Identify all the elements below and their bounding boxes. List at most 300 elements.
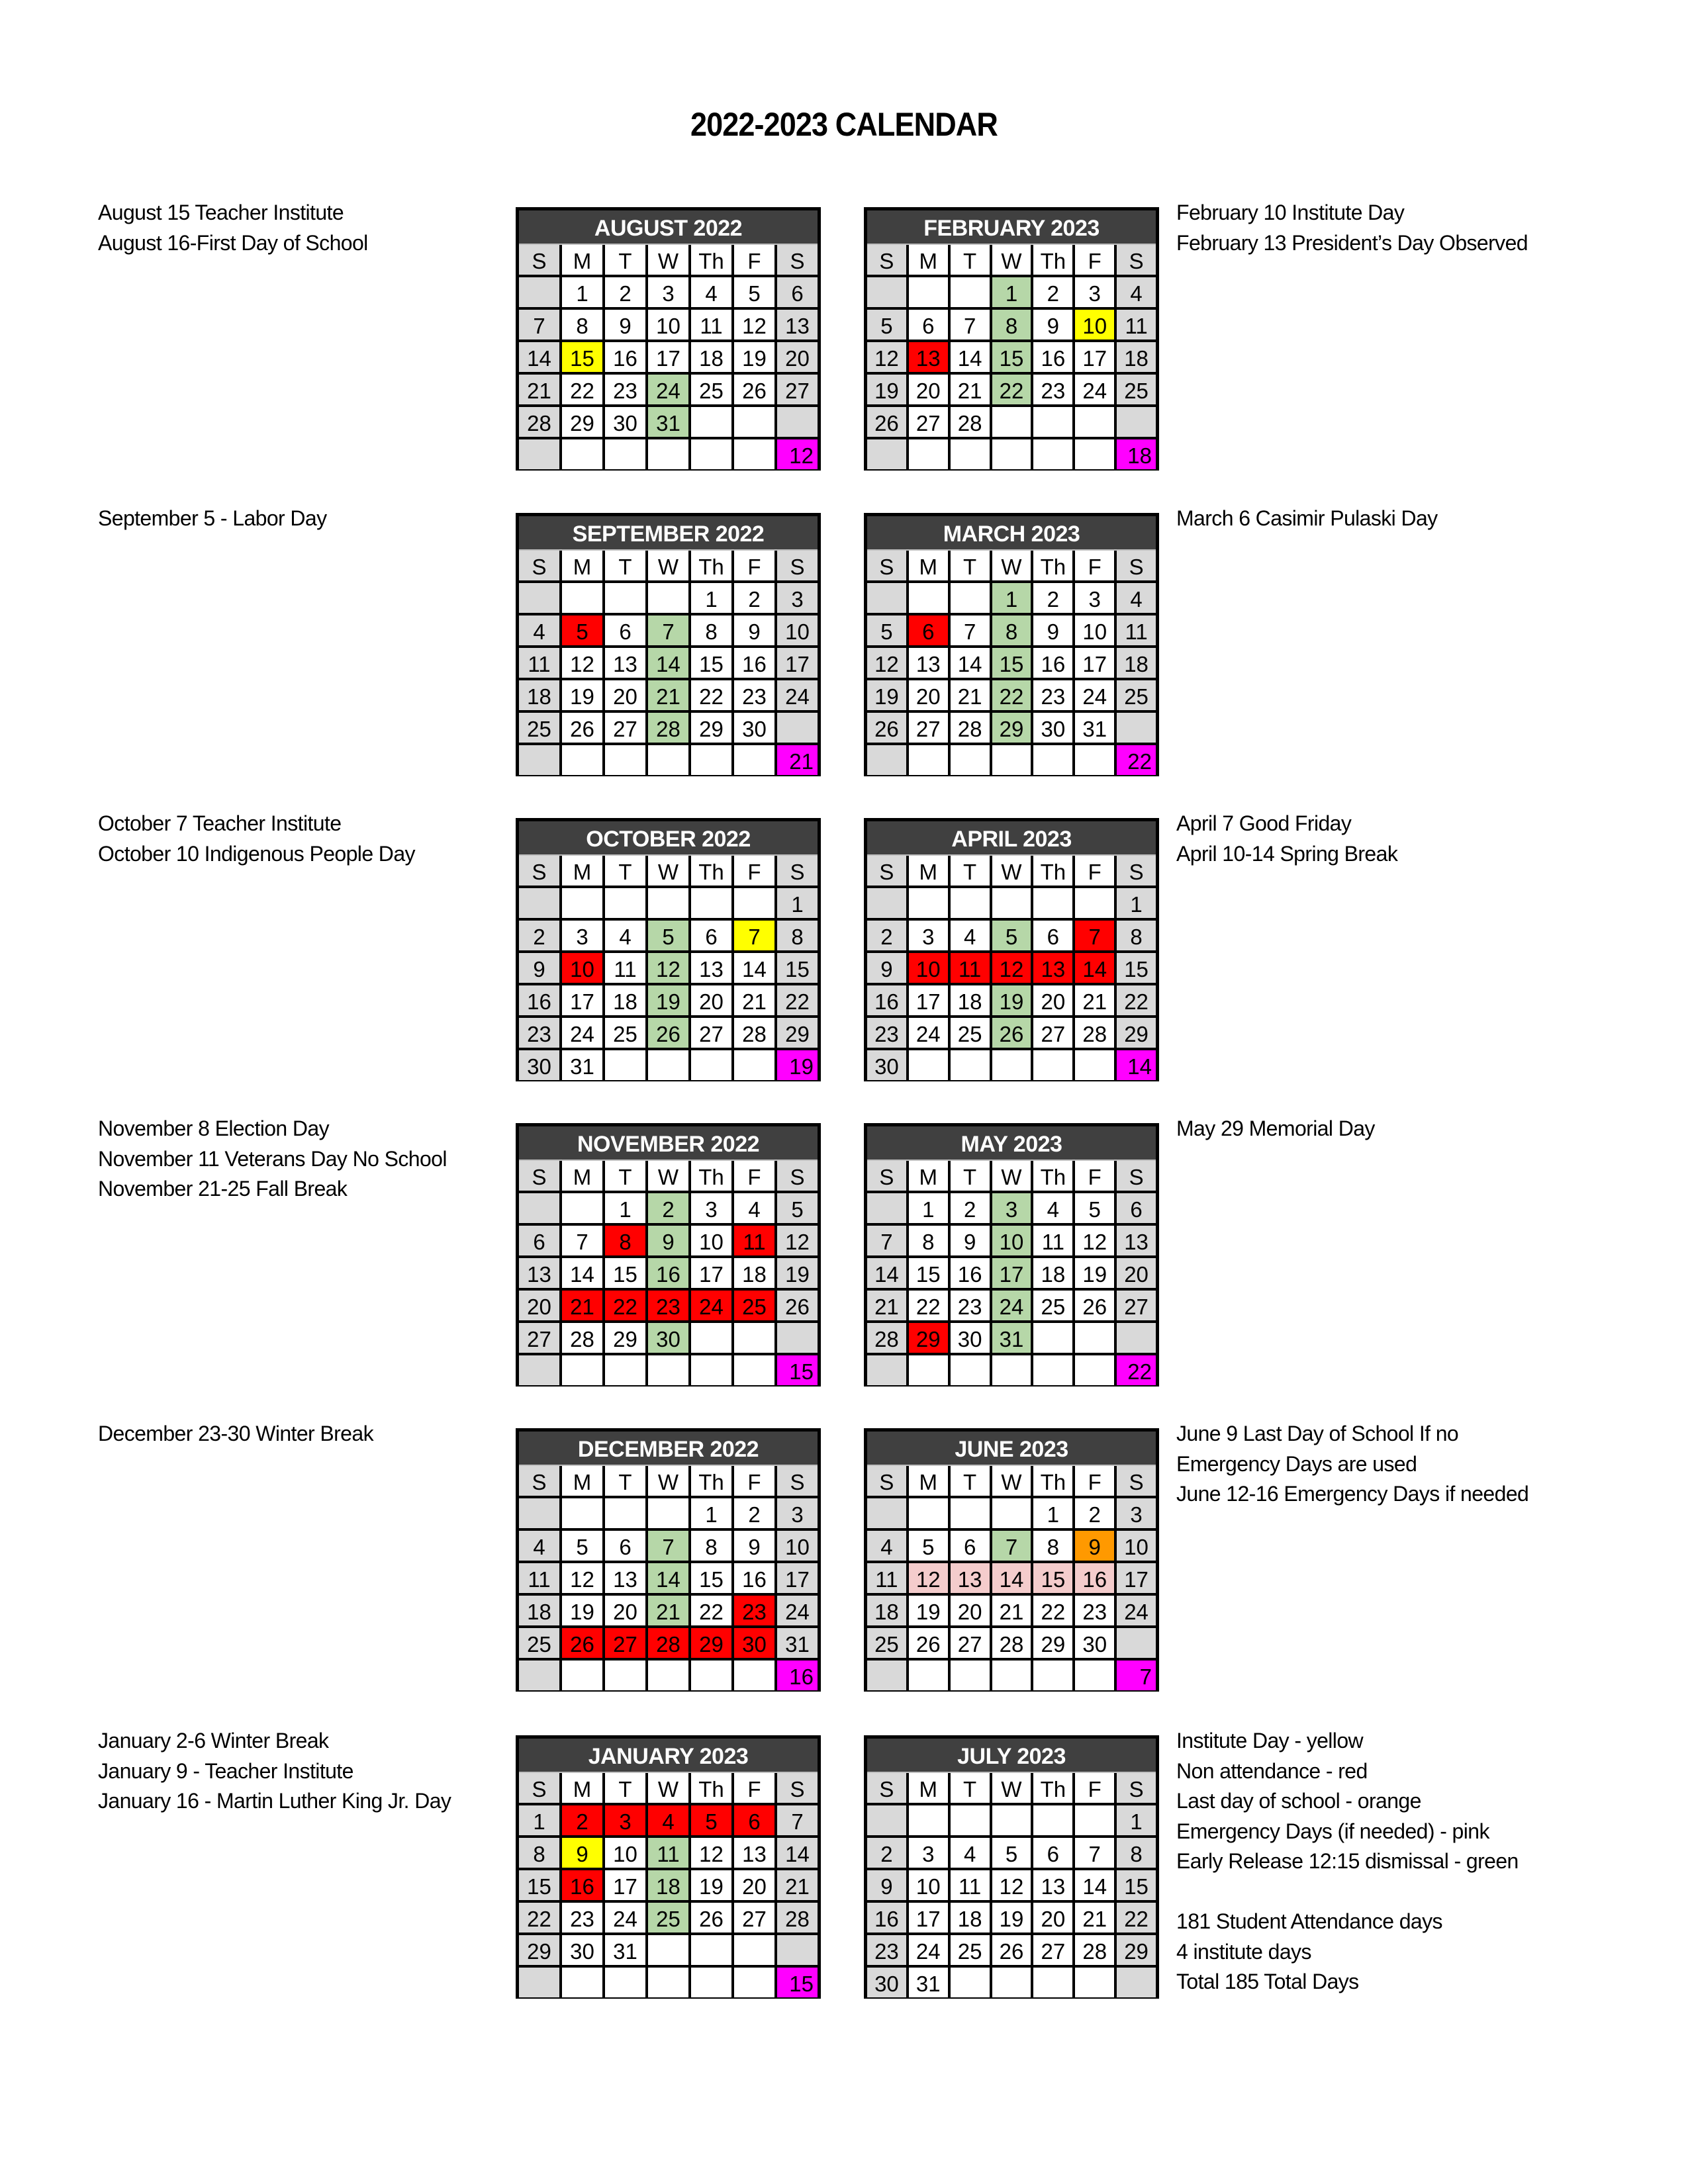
month-calendar [516,1735,821,1999]
month-calendar [864,207,1159,471]
day-cell: 19 [648,985,688,1015]
day-cell: 17 [648,342,688,372]
day-cell: 22 [519,1903,559,1933]
day-cell: 30 [519,1050,559,1080]
empty-cell [691,439,731,469]
note-line: August 16-First Day of School [98,230,368,255]
month-grid [867,1773,1156,1997]
day-cell: 14 [648,648,688,678]
day-cell: 4 [734,1193,774,1223]
day-cell: 29 [1117,1935,1156,1965]
day-cell: 11 [867,1563,906,1593]
day-cell: 4 [519,615,559,645]
page-title: 2022-2023 CALENDAR [690,106,998,143]
weekday-header: W [992,1773,1031,1803]
day-cell: 9 [648,1226,688,1255]
empty-cell [734,1323,774,1353]
weekday-header: S [777,551,818,580]
day-cell: 8 [562,310,602,340]
day-cell: 27 [605,1628,645,1658]
day-cell: 5 [1075,1193,1114,1223]
empty-cell [867,1661,906,1690]
day-cell: 29 [691,713,731,743]
day-cell: 19 [1075,1258,1114,1288]
month-grid [867,1161,1156,1385]
day-cell: 3 [1075,277,1114,307]
month-title: NOVEMBER 2022 [519,1126,818,1161]
weekday-header: M [562,551,602,580]
day-cell: 1 [519,1805,559,1835]
day-cell: 14 [519,342,559,372]
day-cell: 1 [992,583,1031,613]
day-cell: 25 [951,1935,990,1965]
note-line: June 9 Last Day of School If no [1176,1422,1459,1445]
weekday-header: M [909,551,948,580]
day-cell: 23 [734,1596,774,1625]
day-cell: 30 [1033,713,1072,743]
day-cell: 8 [691,1531,731,1561]
empty-cell [519,439,559,469]
weekday-header: M [909,1466,948,1496]
day-cell: 17 [992,1258,1031,1288]
day-cell: 22 [992,375,1031,404]
empty-cell [951,745,990,775]
attendance-day-count: 16 [777,1661,818,1690]
day-cell: 13 [691,953,731,983]
day-cell: 13 [519,1258,559,1288]
day-cell: 6 [909,310,948,340]
empty-cell [734,1050,774,1080]
day-cell: 7 [867,1226,906,1255]
empty-cell [867,583,906,613]
day-cell: 24 [1117,1596,1156,1625]
day-cell: 8 [992,310,1031,340]
empty-cell [605,583,645,613]
day-cell: 1 [1117,888,1156,918]
day-cell: 14 [992,1563,1031,1593]
empty-cell [909,888,948,918]
empty-cell [605,1355,645,1385]
month-grid [867,551,1156,775]
empty-cell [605,1498,645,1528]
weekday-header: T [951,1161,990,1191]
month-title: APRIL 2023 [867,821,1156,856]
empty-cell [951,888,990,918]
empty-cell [992,439,1031,469]
day-cell: 21 [777,1870,818,1900]
month-title: FEBRUARY 2023 [867,210,1156,245]
day-cell: 15 [909,1258,948,1288]
day-cell: 4 [519,1531,559,1561]
day-cell: 1 [605,1193,645,1223]
day-cell: 10 [777,615,818,645]
day-cell: 14 [1075,1870,1114,1900]
month-grid [519,1773,818,1997]
day-cell: 20 [691,985,731,1015]
empty-cell [648,1968,688,1997]
weekday-header: W [992,551,1031,580]
day-cell: 29 [691,1628,731,1658]
weekday-header: M [562,1466,602,1496]
day-cell: 29 [909,1323,948,1353]
day-cell: 6 [1033,921,1072,950]
empty-cell [734,1968,774,1997]
day-cell: 9 [1075,1531,1114,1561]
day-cell: 7 [562,1226,602,1255]
day-cell: 25 [519,1628,559,1658]
day-cell: 9 [1033,615,1072,645]
day-cell: 20 [1117,1258,1156,1288]
empty-cell [992,745,1031,775]
day-cell: 6 [1117,1193,1156,1223]
day-cell: 1 [992,277,1031,307]
month-title: MAY 2023 [867,1126,1156,1161]
empty-cell [867,277,906,307]
empty-cell [648,583,688,613]
day-cell: 9 [867,1870,906,1900]
day-cell: 27 [605,713,645,743]
day-cell: 25 [1033,1291,1072,1320]
day-cell: 15 [691,1563,731,1593]
weekday-header: W [648,1466,688,1496]
day-cell: 12 [909,1563,948,1593]
day-cell: 25 [867,1628,906,1658]
empty-cell [1075,439,1114,469]
day-cell: 22 [1117,985,1156,1015]
empty-cell [605,1661,645,1690]
month-grid [867,856,1156,1080]
day-cell: 2 [519,921,559,950]
weekday-header: W [992,856,1031,886]
empty-cell [648,1935,688,1965]
attendance-day-count: 12 [777,439,818,469]
weekday-header: S [519,1161,559,1191]
day-cell: 6 [777,277,818,307]
day-cell: 10 [777,1531,818,1561]
day-cell: 8 [909,1226,948,1255]
attendance-day-count: 22 [1117,745,1156,775]
day-cell: 15 [562,342,602,372]
day-cell: 5 [992,921,1031,950]
empty-cell [951,583,990,613]
day-cell: 17 [1075,342,1114,372]
day-cell: 6 [691,921,731,950]
day-cell: 16 [648,1258,688,1288]
day-cell: 26 [562,1628,602,1658]
day-cell: 20 [951,1596,990,1625]
day-cell: 21 [1075,985,1114,1015]
empty-cell [1075,1050,1114,1080]
empty-cell [519,1498,559,1528]
day-cell: 5 [992,1838,1031,1868]
day-cell: 16 [867,1903,906,1933]
day-cell: 12 [867,648,906,678]
day-cell: 12 [562,1563,602,1593]
day-cell: 8 [1117,921,1156,950]
day-cell: 25 [951,1018,990,1048]
day-cell: 20 [734,1870,774,1900]
day-cell: 23 [734,680,774,710]
day-cell: 25 [691,375,731,404]
day-cell: 2 [648,1193,688,1223]
day-cell: 28 [648,1628,688,1658]
day-cell: 2 [734,583,774,613]
empty-cell [909,1498,948,1528]
day-cell: 16 [1033,342,1072,372]
right-notes [1176,198,1528,258]
day-cell: 12 [734,310,774,340]
day-cell: 19 [562,1596,602,1625]
day-cell: 24 [1075,680,1114,710]
day-cell: 24 [909,1935,948,1965]
day-cell: 31 [1075,713,1114,743]
month-grid [867,245,1156,469]
day-cell: 22 [1033,1596,1072,1625]
day-cell: 23 [951,1291,990,1320]
weekday-header: S [867,856,906,886]
day-cell: 24 [992,1291,1031,1320]
empty-cell [1033,1805,1072,1835]
day-cell: 24 [909,1018,948,1048]
empty-cell [562,583,602,613]
month-grid [519,1466,818,1690]
empty-cell [992,1805,1031,1835]
attendance-day-count: 7 [1117,1661,1156,1690]
day-cell: 16 [1075,1563,1114,1593]
day-cell: 14 [867,1258,906,1288]
day-cell: 6 [734,1805,774,1835]
empty-cell [951,439,990,469]
weekday-header: T [951,1466,990,1496]
weekday-header: T [951,245,990,275]
attendance-day-count: 19 [777,1050,818,1080]
day-cell: 8 [691,615,731,645]
day-cell: 10 [1075,615,1114,645]
empty-cell [867,439,906,469]
day-cell: 17 [691,1258,731,1288]
weekday-header: S [777,245,818,275]
empty-cell [1075,888,1114,918]
day-cell: 10 [562,953,602,983]
weekday-header: W [992,1466,1031,1496]
day-cell: 27 [734,1903,774,1933]
empty-cell [1075,407,1114,437]
empty-cell [562,745,602,775]
day-cell: 27 [1117,1291,1156,1320]
month-calendar [516,818,821,1081]
empty-cell [867,745,906,775]
weekday-header: F [1075,1466,1114,1496]
weekday-header: T [951,551,990,580]
day-cell: 25 [605,1018,645,1048]
day-cell: 8 [1033,1531,1072,1561]
day-cell: 4 [605,921,645,950]
weekday-header: F [734,856,774,886]
empty-cell [777,713,818,743]
month-title: JUNE 2023 [867,1432,1156,1466]
day-cell: 12 [691,1838,731,1868]
empty-cell [734,745,774,775]
empty-cell [992,888,1031,918]
empty-cell [1117,713,1156,743]
empty-cell [1075,745,1114,775]
day-cell: 21 [1075,1903,1114,1933]
day-cell: 17 [1117,1563,1156,1593]
weekday-header: S [519,1773,559,1803]
empty-cell [605,745,645,775]
weekday-header: F [1075,856,1114,886]
weekday-header: S [519,856,559,886]
weekday-header: F [1075,1161,1114,1191]
day-cell: 11 [691,310,731,340]
day-cell: 30 [867,1968,906,1997]
note-line: October 7 Teacher Institute [98,811,342,835]
left-notes [98,1726,451,1817]
empty-cell [867,1805,906,1835]
day-cell: 14 [777,1838,818,1868]
day-cell: 20 [909,375,948,404]
weekday-header: M [562,1161,602,1191]
empty-cell [1033,888,1072,918]
day-cell: 8 [1117,1838,1156,1868]
weekday-header: S [777,1773,818,1803]
empty-cell [562,439,602,469]
empty-cell [909,583,948,613]
day-cell: 2 [1033,583,1072,613]
day-cell: 13 [1117,1226,1156,1255]
day-cell: 31 [648,407,688,437]
empty-cell [867,1498,906,1528]
day-cell: 16 [951,1258,990,1288]
day-cell: 27 [1033,1018,1072,1048]
note-line: Early Release 12:15 dismissal - green [1176,1849,1519,1873]
empty-cell [992,407,1031,437]
month-title: MARCH 2023 [867,516,1156,551]
day-cell: 2 [562,1805,602,1835]
weekday-header: M [909,245,948,275]
day-cell: 30 [605,407,645,437]
empty-cell [777,407,818,437]
day-cell: 16 [734,648,774,678]
note-line: Emergency Days are used [1176,1451,1417,1476]
day-cell: 18 [951,985,990,1015]
empty-cell [691,1661,731,1690]
empty-cell [691,1968,731,1997]
day-cell: 14 [1075,953,1114,983]
weekday-header: F [734,551,774,580]
day-cell: 16 [562,1870,602,1900]
day-cell: 27 [519,1323,559,1353]
note-line: April 7 Good Friday [1176,811,1352,835]
day-cell: 1 [691,583,731,613]
day-cell: 17 [909,985,948,1015]
day-cell: 3 [1117,1498,1156,1528]
day-cell: 17 [777,648,818,678]
right-notes [1176,504,1438,534]
day-cell: 29 [1117,1018,1156,1048]
day-cell: 17 [909,1903,948,1933]
day-cell: 2 [867,1838,906,1868]
weekday-header: Th [1033,1466,1072,1496]
weekday-header: Th [691,1773,731,1803]
day-cell: 2 [1075,1498,1114,1528]
day-cell: 27 [1033,1935,1072,1965]
day-cell: 28 [867,1323,906,1353]
day-cell: 29 [1033,1628,1072,1658]
day-cell: 24 [648,375,688,404]
month-grid [519,551,818,775]
day-cell: 9 [1033,310,1072,340]
day-cell: 26 [992,1018,1031,1048]
day-cell: 17 [605,1870,645,1900]
day-cell: 9 [951,1226,990,1255]
day-cell: 9 [605,310,645,340]
day-cell: 23 [605,375,645,404]
day-cell: 3 [562,921,602,950]
day-cell: 15 [519,1870,559,1900]
empty-cell [519,1968,559,1997]
empty-cell [909,1355,948,1385]
day-cell: 13 [605,1563,645,1593]
empty-cell [951,1050,990,1080]
day-cell: 23 [1033,375,1072,404]
day-cell: 16 [519,985,559,1015]
day-cell: 23 [1075,1596,1114,1625]
day-cell: 21 [951,375,990,404]
day-cell: 12 [648,953,688,983]
empty-cell [519,1661,559,1690]
day-cell: 24 [1075,375,1114,404]
empty-cell [734,1355,774,1385]
month-title: SEPTEMBER 2022 [519,516,818,551]
day-cell: 28 [992,1628,1031,1658]
day-cell: 14 [562,1258,602,1288]
empty-cell [562,1355,602,1385]
day-cell: 26 [734,375,774,404]
day-cell: 8 [519,1838,559,1868]
day-cell: 7 [777,1805,818,1835]
note-spacer [1176,1877,1519,1907]
left-notes [98,1114,447,1205]
day-cell: 28 [562,1323,602,1353]
day-cell: 12 [992,953,1031,983]
empty-cell [648,888,688,918]
day-cell: 20 [1033,1903,1072,1933]
empty-cell [605,888,645,918]
empty-cell [1117,1968,1156,1997]
day-cell: 4 [691,277,731,307]
day-cell: 18 [734,1258,774,1288]
day-cell: 28 [1075,1018,1114,1048]
empty-cell [951,1968,990,1997]
day-cell: 10 [909,953,948,983]
day-cell: 11 [1033,1226,1072,1255]
day-cell: 15 [605,1258,645,1288]
day-cell: 11 [1117,310,1156,340]
weekday-header: S [867,1161,906,1191]
day-cell: 18 [519,680,559,710]
day-cell: 16 [734,1563,774,1593]
day-cell: 19 [691,1870,731,1900]
day-cell: 10 [691,1226,731,1255]
day-cell: 24 [777,680,818,710]
day-cell: 22 [605,1291,645,1320]
empty-cell [1033,745,1072,775]
day-cell: 11 [605,953,645,983]
weekday-header: S [1117,1773,1156,1803]
note-line: Last day of school - orange [1176,1789,1421,1813]
empty-cell [519,583,559,613]
